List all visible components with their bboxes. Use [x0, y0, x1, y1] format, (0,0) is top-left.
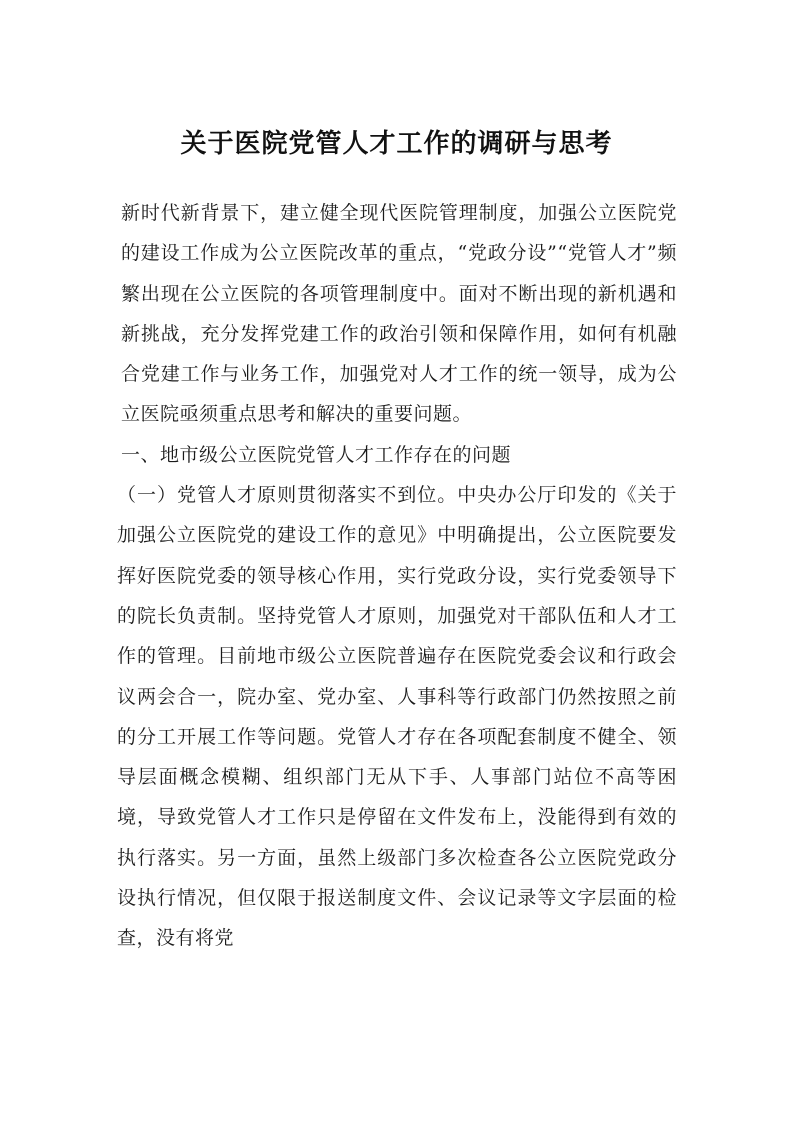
paragraph-subsection-1: （一）党管人才原则贯彻落实不到位。中央办公厅印发的《关于加强公立医院党的建设工作的意见》中明确提出，公立医院要发挥好医院党委的领导核心作用，实行党政分设，实行党委领导下的院长负责制。坚持党管人才原则，加强党对干部队伍和人才工作的管理。目前地市级公立医院普遍存在医院党委会议和行政会议两会合一，院办室、党办室、人事科等行政部门仍然按照之前的分工开展工作等问题。党管人才存在各项配套制度不健全、领导层面概念模糊、组织部门无从下手、人事部门站位不高等困境，导致党管人才工作只是停留在文件发布上，没能得到有效的执行落实。另一方面，虽然上级部门多次检查各公立医院党政分设执行情况，但仅限于报送制度文件、会议记录等文字层面的检查，没有将党: [117, 484, 677, 950]
document-body: [117, 193, 677, 959]
document-title: 关于医院党管人才工作的调研与思考: [180, 129, 613, 159]
paragraph-intro: 新时代新背景下，建立健全现代医院管理制度，加强公立医院党的建设工作成为公立医院改革的重点，“党政分设”“党管人才”频繁出现在公立医院的各项管理制度中。面对不断出现的新机遇和新挑战，充分发挥党建工作的政治引领和保障作用，如何有机融合党建工作与业务工作，加强党对人才工作的统一领导，成为公立医院亟须重点思考和解决的重要问题。: [121, 202, 677, 426]
section-heading: 一、地市级公立医院党管人才工作存在的问题: [121, 443, 512, 466]
